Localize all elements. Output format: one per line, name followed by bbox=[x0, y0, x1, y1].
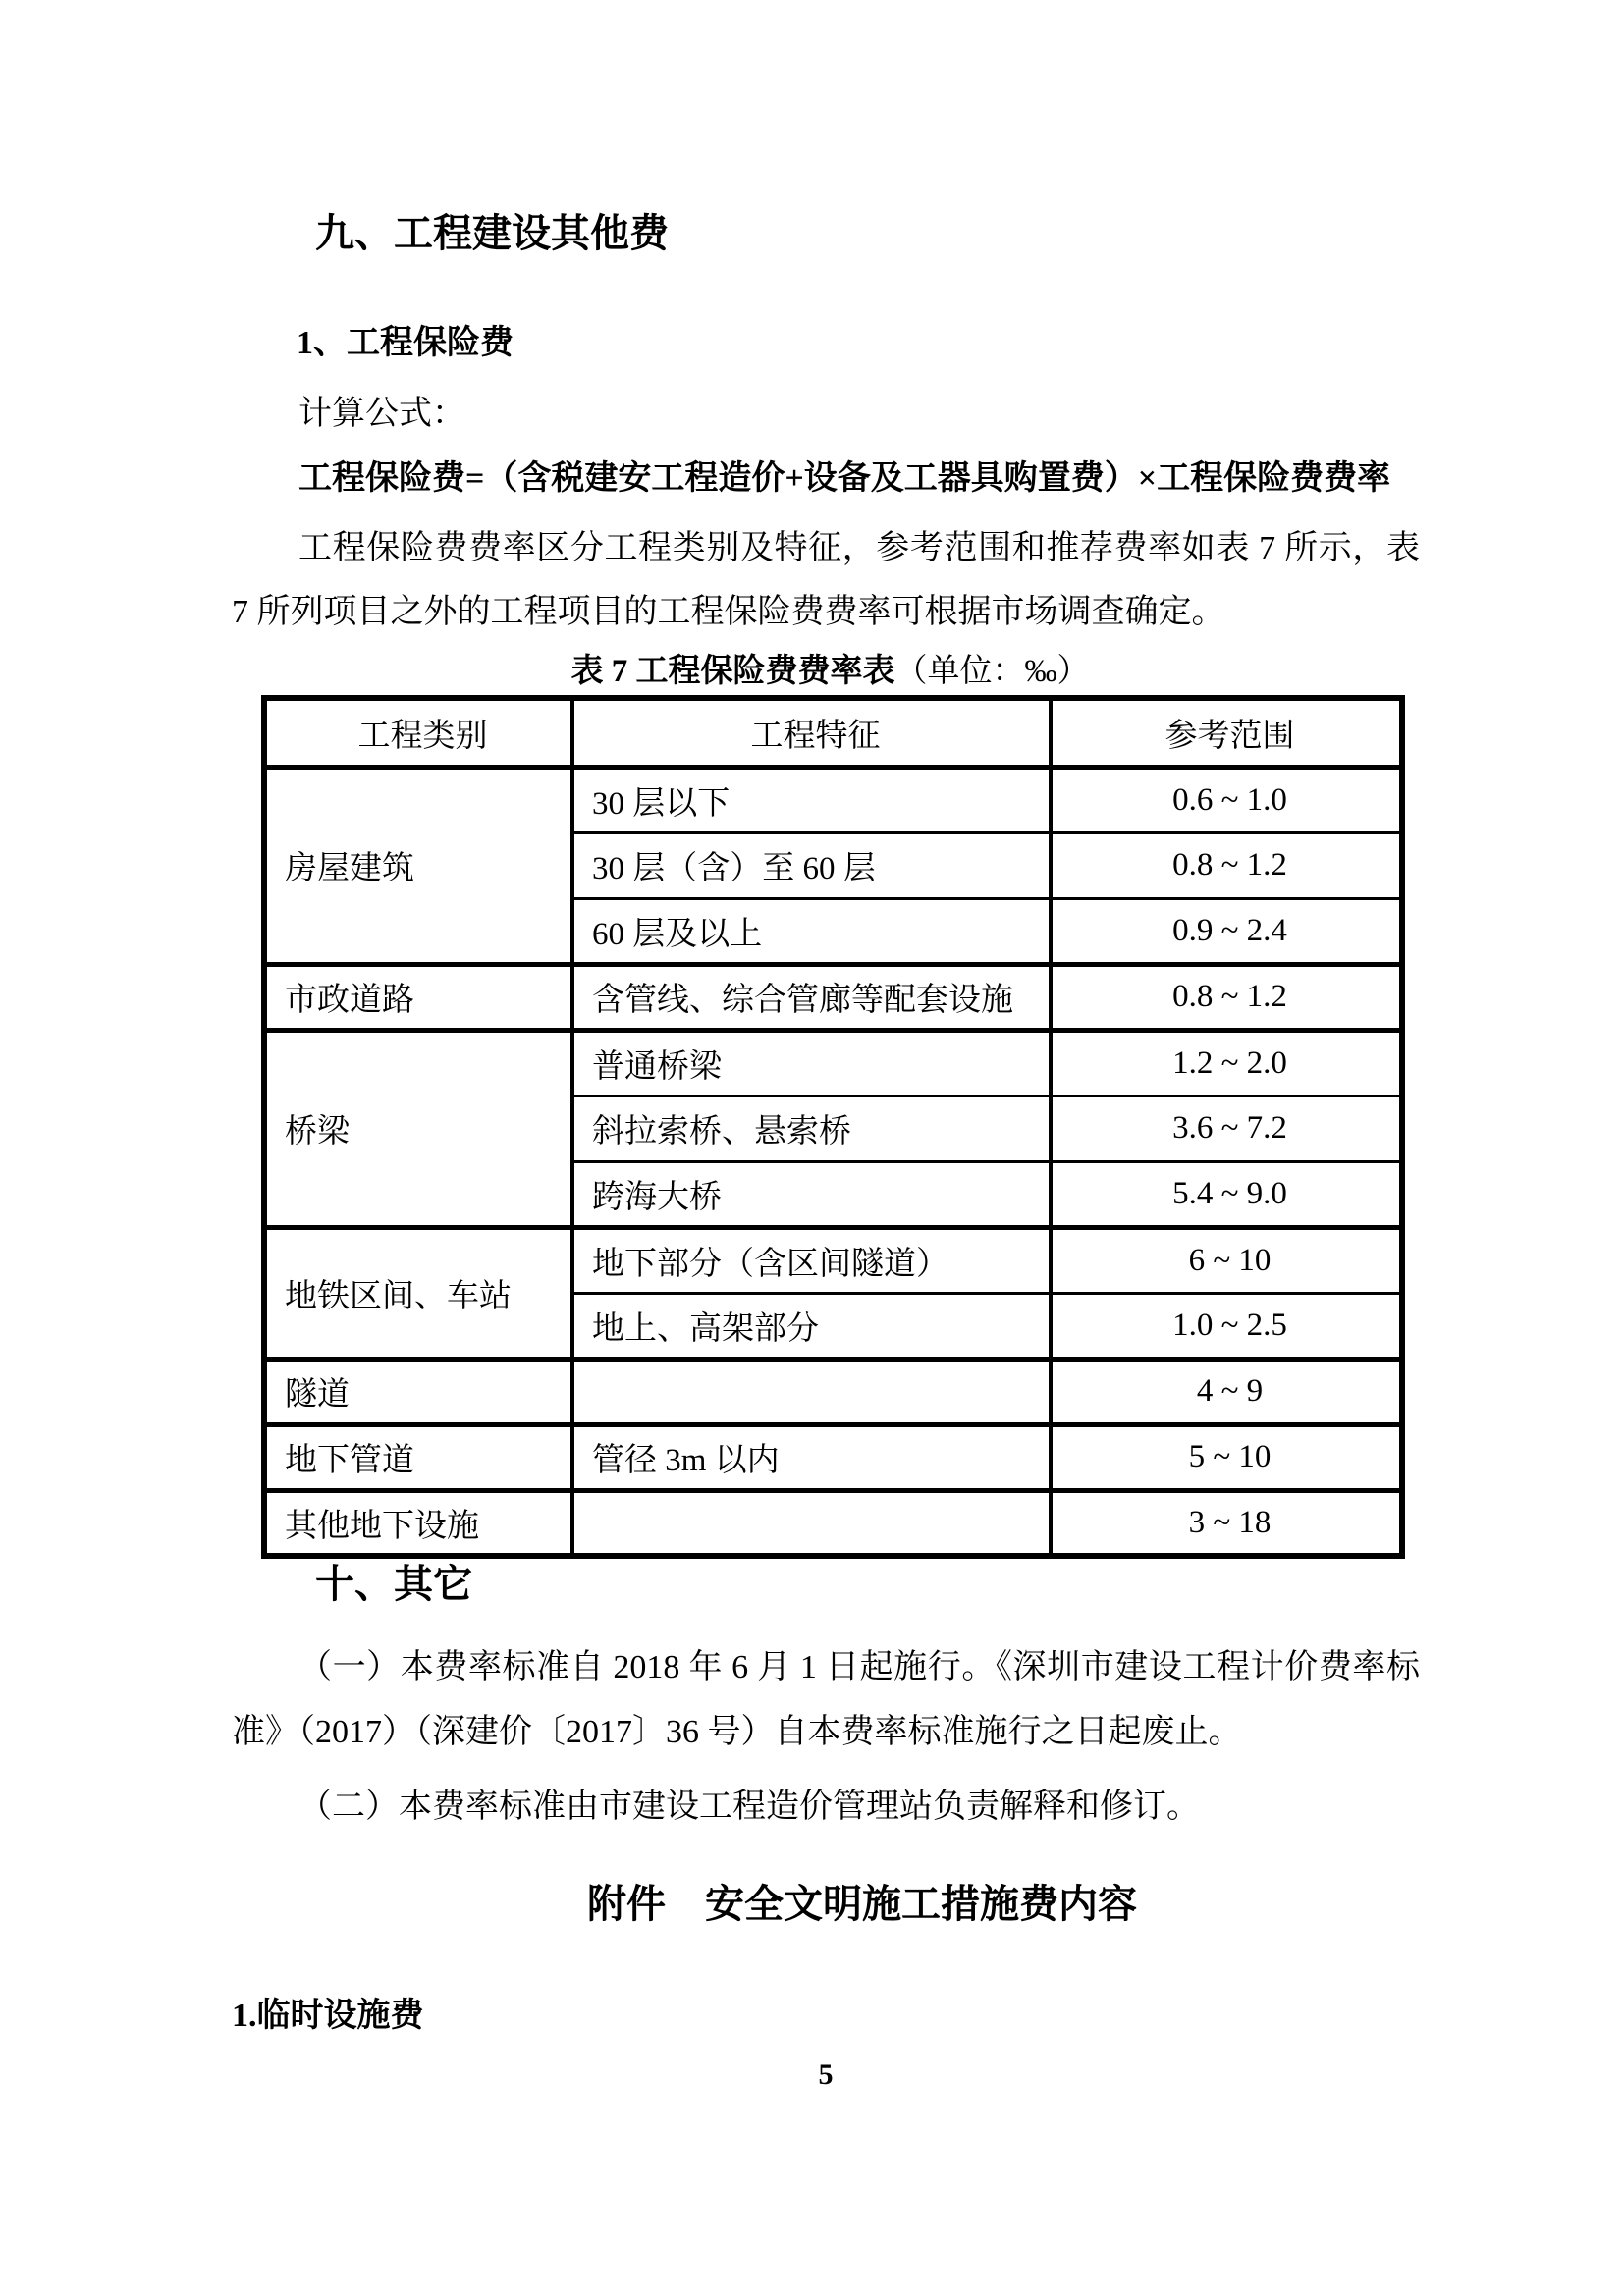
column-header-feature: 工程特征 bbox=[572, 698, 1051, 767]
appendix-item-1-heading: 1.临时设施费 bbox=[232, 1998, 424, 2034]
formula-label: 计算公式： bbox=[298, 396, 465, 432]
range-cell: 5.4 ~ 9.0 bbox=[1051, 1161, 1402, 1227]
insurance-sub-heading: 1、工程保险费 bbox=[297, 325, 514, 361]
range-cell: 1.0 ~ 2.5 bbox=[1051, 1293, 1402, 1359]
table-row bbox=[264, 1490, 1402, 1556]
range-cell: 6 ~ 10 bbox=[1051, 1227, 1402, 1293]
category-cell: 其他地下设施 bbox=[264, 1490, 572, 1556]
feature-cell: 60 层及以上 bbox=[572, 898, 1051, 964]
section-10-item-one: （一）本费率标准自 2018 年 6 月 1 日起施行。《深圳市建设工程计价费率标准》（2017）（深建价〔2017〕36 号）自本费率标准施行之日起废止。 bbox=[232, 1649, 1420, 1750]
range-cell: 5 ~ 10 bbox=[1051, 1424, 1402, 1490]
feature-cell: 30 层（含）至 60 层 bbox=[572, 832, 1051, 898]
category-cell: 地下管道 bbox=[264, 1424, 572, 1490]
feature-cell: 普通桥梁 bbox=[572, 1030, 1051, 1095]
category-cell: 房屋建筑 bbox=[264, 767, 572, 964]
feature-cell: 含管线、综合管廊等配套设施 bbox=[572, 964, 1051, 1030]
table-row bbox=[264, 1030, 1402, 1095]
table-row bbox=[264, 1227, 1402, 1293]
range-cell: 0.8 ~ 1.2 bbox=[1051, 832, 1402, 898]
range-cell: 3 ~ 18 bbox=[1051, 1490, 1402, 1556]
insurance-rate-table bbox=[261, 695, 1405, 1559]
feature-cell: 30 层以下 bbox=[572, 767, 1051, 832]
table-7-caption bbox=[261, 650, 1399, 693]
feature-cell bbox=[572, 1490, 1051, 1556]
appendix-heading: 附件 安全文明施工措施费内容 bbox=[587, 1883, 1137, 1926]
table-row bbox=[264, 964, 1402, 1030]
feature-cell: 跨海大桥 bbox=[572, 1161, 1051, 1227]
column-header-category: 工程类别 bbox=[264, 698, 572, 767]
range-cell: 1.2 ~ 2.0 bbox=[1051, 1030, 1402, 1095]
feature-cell bbox=[572, 1359, 1051, 1424]
insurance-formula: 工程保险费=（含税建安工程造价+设备及工器具购置费）×工程保险费费率 bbox=[298, 460, 1391, 497]
range-cell: 3.6 ~ 7.2 bbox=[1051, 1095, 1402, 1161]
category-cell: 隧道 bbox=[264, 1359, 572, 1424]
range-cell: 0.9 ~ 2.4 bbox=[1051, 898, 1402, 964]
range-cell: 4 ~ 9 bbox=[1051, 1359, 1402, 1424]
category-cell: 市政道路 bbox=[264, 964, 572, 1030]
table-row bbox=[264, 1424, 1402, 1490]
feature-cell: 管径 3m 以内 bbox=[572, 1424, 1051, 1490]
feature-cell: 地上、高架部分 bbox=[572, 1293, 1051, 1359]
feature-cell: 斜拉索桥、悬索桥 bbox=[572, 1095, 1051, 1161]
section-10-item-two: （二）本费率标准由市建设工程造价管理站负责解释和修订。 bbox=[298, 1789, 1200, 1825]
category-cell: 地铁区间、车站 bbox=[264, 1227, 572, 1359]
table-7-caption-unit: （单位：‰） bbox=[894, 654, 1090, 689]
range-cell: 0.6 ~ 1.0 bbox=[1051, 767, 1402, 832]
table-7-caption-title: 表 7 工程保险费费率表 bbox=[570, 654, 895, 689]
range-cell: 0.8 ~ 1.2 bbox=[1051, 964, 1402, 1030]
table-header-row bbox=[264, 698, 1402, 767]
insurance-paragraph: 工程保险费费率区分工程类别及特征，参考范围和推荐费率如表 7 所示，表 7 所列项目之外的工程项目的工程保险费费率可根据市场调查确定。 bbox=[232, 530, 1420, 630]
section-10-heading: 十、其它 bbox=[315, 1563, 472, 1606]
section-9-heading: 九、工程建设其他费 bbox=[315, 212, 669, 255]
column-header-range: 参考范围 bbox=[1051, 698, 1402, 767]
table-row bbox=[264, 767, 1402, 832]
feature-cell: 地下部分（含区间隧道） bbox=[572, 1227, 1051, 1293]
category-cell: 桥梁 bbox=[264, 1030, 572, 1227]
page-number: 5 bbox=[818, 2058, 834, 2091]
table-row bbox=[264, 1359, 1402, 1424]
